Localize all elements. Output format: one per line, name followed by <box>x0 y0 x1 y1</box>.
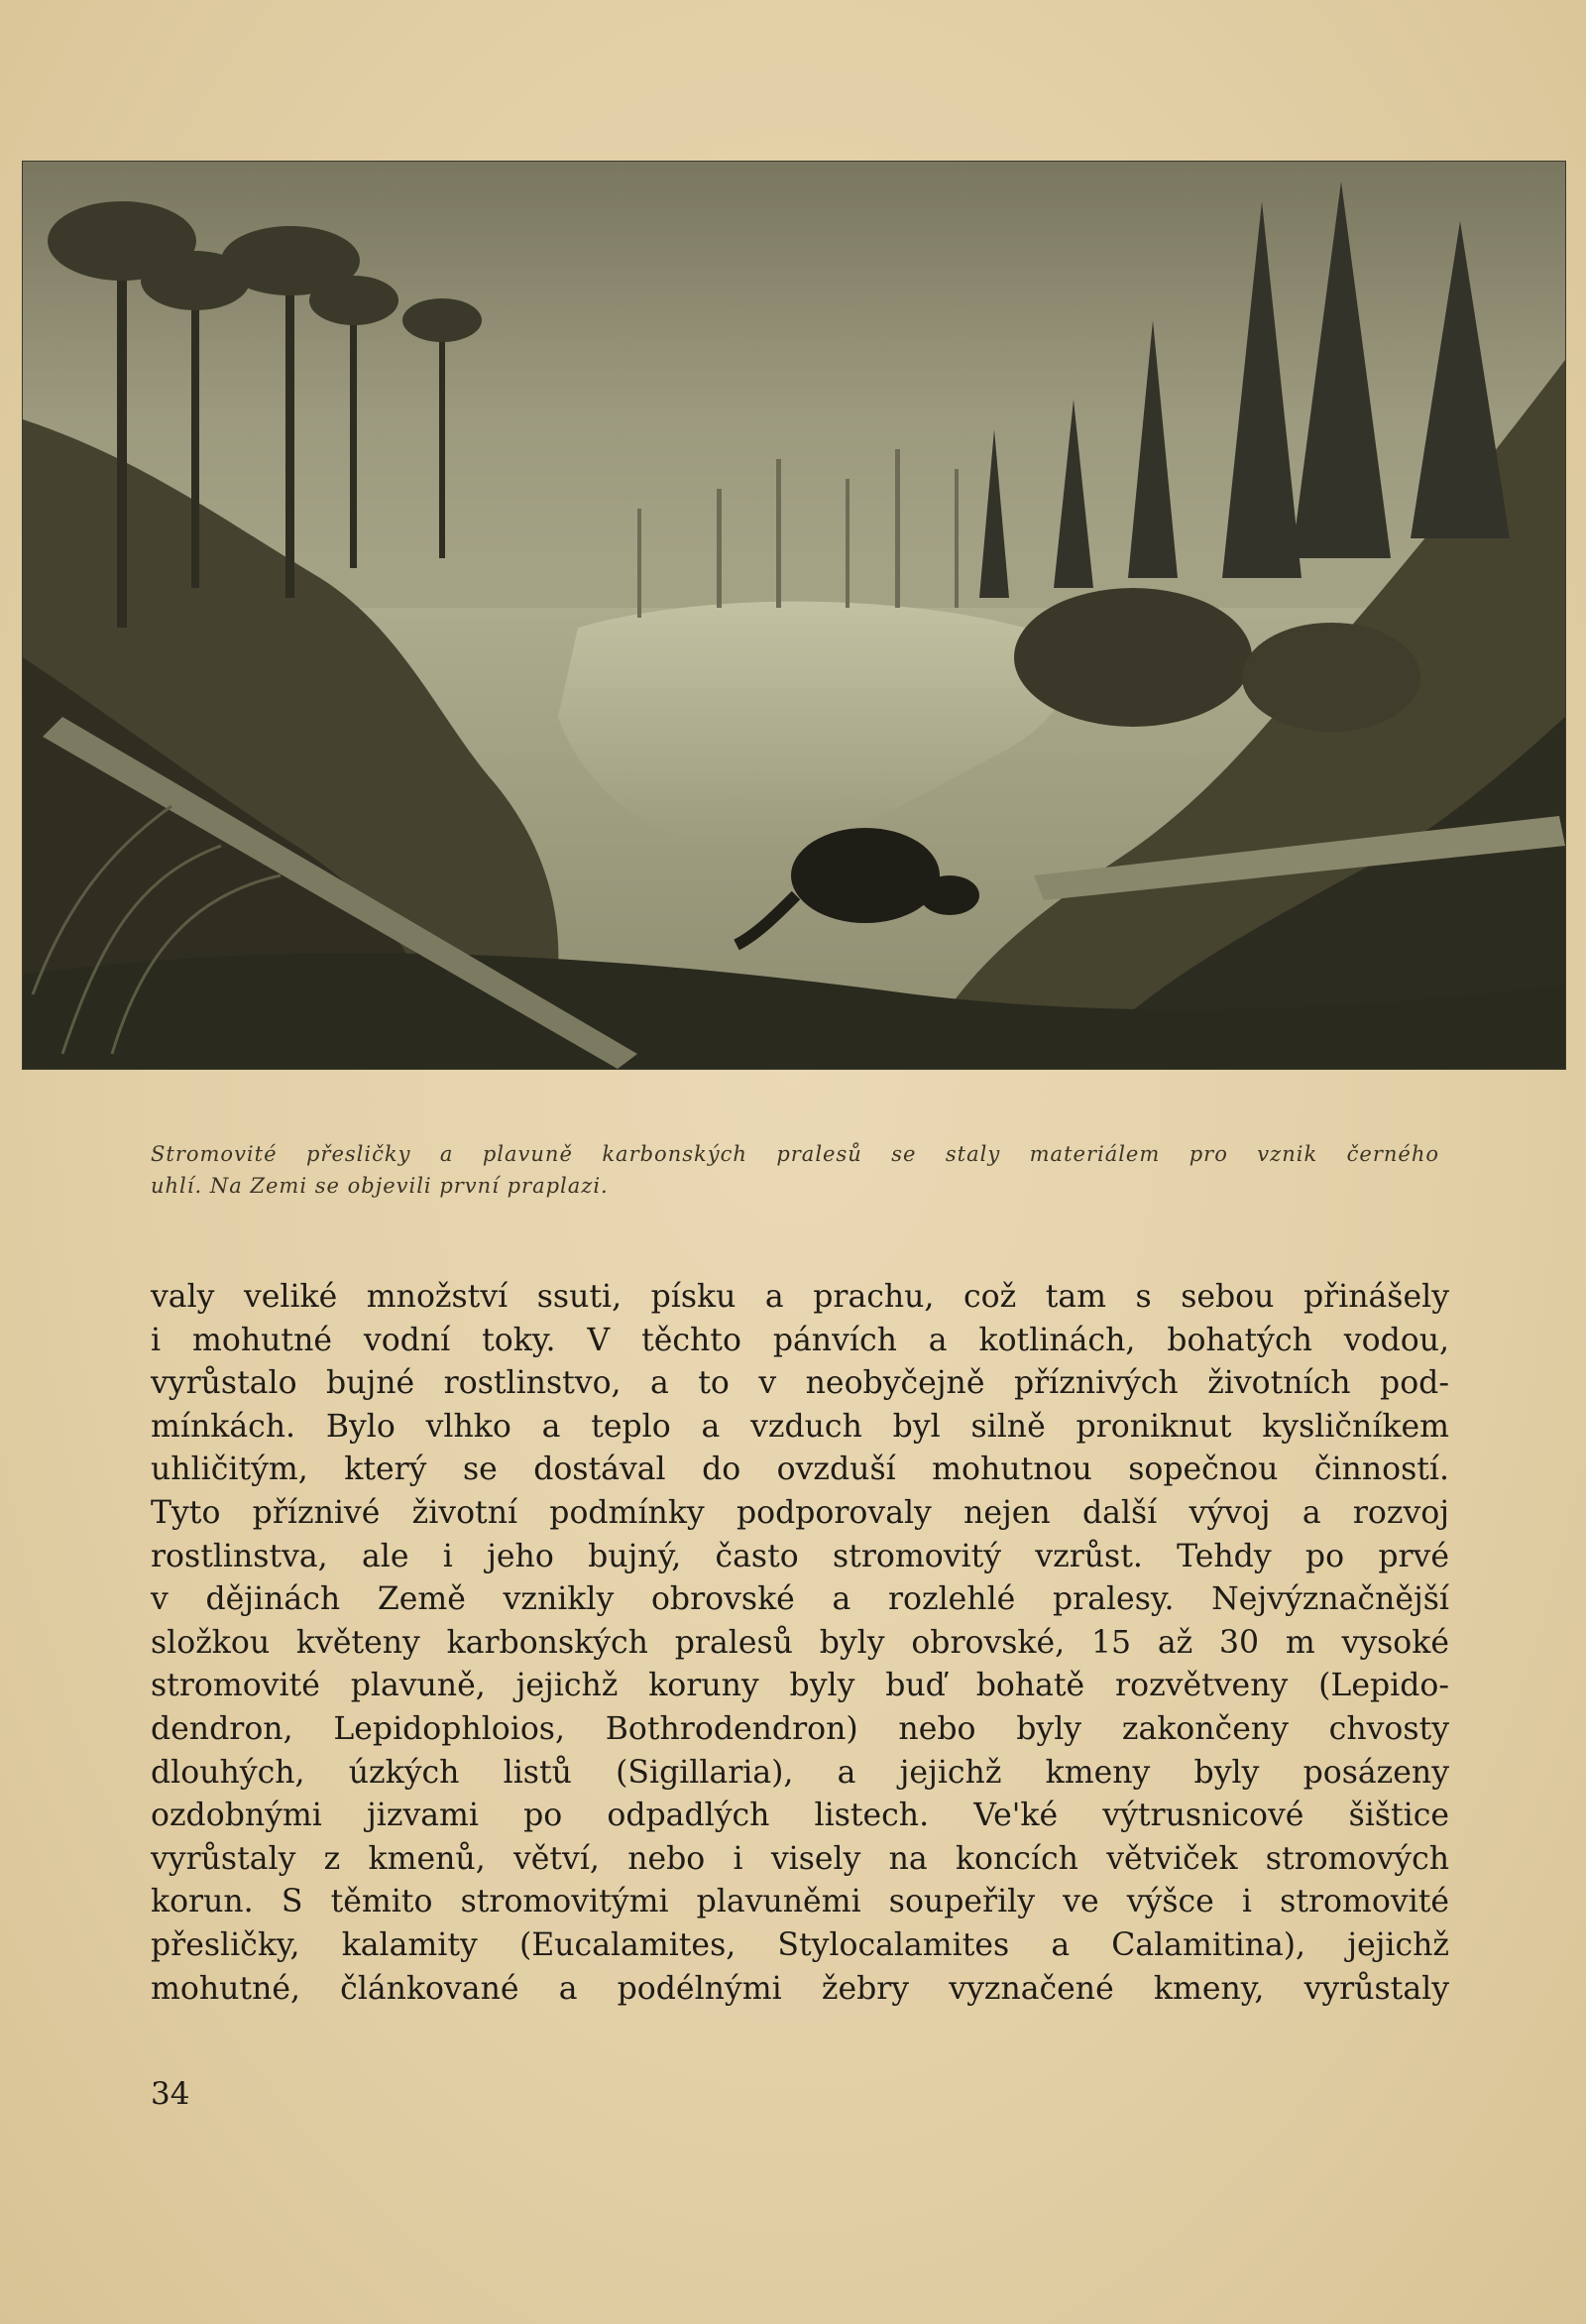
text-line: v dějinách Země vznikly obrovské a rozlehlé pralesy. Nejvýznačnější <box>151 1581 1449 1618</box>
text-line: korun. S těmito stromovitými plavuněmi soupeřily ve výšce i stromovité <box>151 1884 1449 1920</box>
illustration-artwork <box>23 162 1565 1069</box>
text-line: rostlinstva, ale i jeho bujný, často stromovitý vzrůst. Tehdy po prvé <box>151 1538 1449 1574</box>
text-line: složkou květeny karbonských pralesů byly obrovské, 15 až 30 m vysoké <box>151 1624 1449 1661</box>
text-line: Tyto příznivé životní podmínky podporovaly nejen další vývoj a rozvoj <box>151 1494 1449 1531</box>
text-line: i mohutné vodní toky. V těchto pánvích a kotlinách, bohatých vodou, <box>151 1322 1449 1358</box>
text-line: ozdobnými jizvami po odpadlých listech. Ve'ké výtrusnicové šištice <box>151 1798 1449 1834</box>
text-line: dlouhých, úzkých listů (Sigillaria), a jejichž kmeny byly posázeny <box>151 1754 1449 1791</box>
text-line: přesličky, kalamity (Eucalamites, Stylocalamites a Calamitina), jejichž <box>151 1926 1449 1963</box>
text-line: stromovité plavuně, jejichž koruny byly buď bohatě rozvětveny (Lepido- <box>151 1668 1449 1704</box>
figure-caption <box>151 1138 1439 1202</box>
forest-illustration <box>22 161 1566 1070</box>
body-paragraph <box>151 1276 1449 2011</box>
page-number: 34 <box>151 2076 190 2112</box>
text-line: vyrůstaly z kmenů, větví, nebo i visely na koncích větviček stromových <box>151 1840 1449 1877</box>
text-line: mínkách. Bylo vlhko a teplo a vzduch byl silně proniknut kysličníkem <box>151 1408 1449 1445</box>
text-line: valy veliké množství ssuti, písku a prachu, což tam s sebou přinášely <box>151 1279 1449 1315</box>
text-line: dendron, Lepidophloios, Bothrodendron) nebo byly zakončeny chvosty <box>151 1710 1449 1747</box>
caption-line: uhlí. Na Zemi se objevili první praplazi. <box>151 1174 609 1198</box>
caption-line: Stromovité přesličky a plavuně karbonských pralesů se staly materiálem pro vznik černého <box>151 1142 1439 1166</box>
text-line: vyrůstalo bujné rostlinstvo, a to v neobyčejně příznivých životních pod- <box>151 1365 1449 1402</box>
text-line: uhličitým, který se dostával do ovzduší mohutnou sopečnou činností. <box>151 1452 1449 1488</box>
text-line: mohutné, článkované a podélnými žebry vyznačené kmeny, vyrůstaly <box>151 1970 1449 2007</box>
